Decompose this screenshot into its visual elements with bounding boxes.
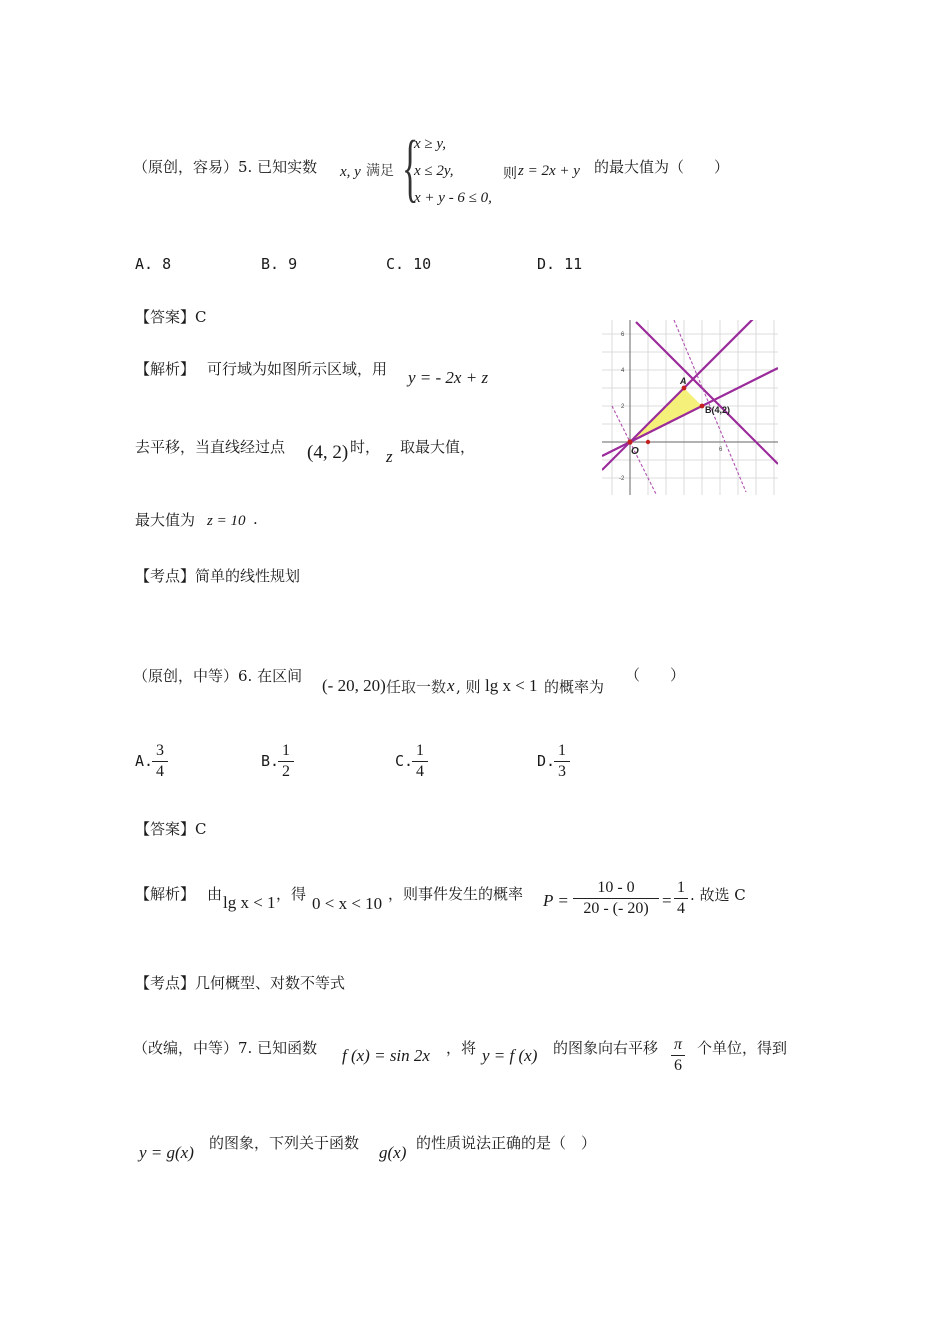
- q5-system-row-1: x ≥ y,: [414, 136, 446, 152]
- q5-option-a: A. 8: [135, 255, 172, 273]
- q5-option-d: D. 11: [537, 255, 583, 273]
- q6-option-a-fraction: 3 4: [152, 742, 168, 781]
- q6-prefix: （原创，中等）6. 在区间: [133, 667, 303, 685]
- q6-analysis-label: 【解析】: [135, 885, 196, 903]
- tick-y-2: 2: [621, 404, 625, 410]
- q5-period: .: [253, 510, 258, 528]
- label-b: B(4,2): [705, 405, 731, 415]
- q5-answer: 【答案】C: [135, 308, 207, 326]
- q5-point: (4, 2): [307, 442, 349, 463]
- q6-interval: (- 20, 20): [322, 676, 386, 695]
- tick-y-6: 6: [621, 332, 625, 338]
- q5-system-row-3: x + y - 6 ≤ 0,: [414, 190, 492, 206]
- q6-condition: lg x < 1: [485, 676, 538, 695]
- q5-analysis-text-3: 时，: [350, 438, 381, 456]
- q5-analysis-text-1: 可行域为如图所示区域，用: [207, 360, 388, 378]
- q6-option-d-label: D.: [537, 752, 556, 770]
- q5-then: 则: [503, 166, 517, 182]
- point-o: [627, 439, 632, 444]
- q5-max-value: z = 10: [207, 513, 246, 529]
- q6-kaodian: 【考点】几何概型、对数不等式: [135, 974, 346, 992]
- q6-option-c-label: C.: [395, 752, 414, 770]
- q6-mid: 任取一数: [386, 678, 447, 696]
- q6-analysis-m2: 0 < x < 10: [312, 894, 383, 913]
- point-x-axis: [646, 440, 650, 444]
- q6-answer: 【答案】C: [135, 820, 207, 838]
- q6-analysis-a2: ，得: [276, 885, 307, 903]
- q7-y-g: y = g(x): [139, 1143, 194, 1162]
- q6-analysis-a3: ，则事件发生的概率: [388, 885, 524, 903]
- q5-analysis-text-5: 最大值为: [135, 511, 196, 529]
- tick-x-6: 6: [719, 447, 723, 453]
- q5-objective: z = 2x + y: [518, 163, 580, 179]
- q7-mid2: 的图象向右平移: [553, 1039, 659, 1057]
- q6-option-c-fraction: 1 4: [412, 742, 428, 781]
- q6-then: , 则: [456, 678, 481, 696]
- q5-suffix: 的最大值为（ ）: [594, 158, 730, 176]
- q5-option-b: B. 9: [261, 255, 298, 273]
- q6-analysis-p: P =: [543, 891, 569, 910]
- q6-analysis-fraction: 10 - 0 20 - (- 20): [573, 879, 659, 918]
- label-a: A: [680, 376, 687, 386]
- q6-option-d-fraction: 1 3: [554, 742, 570, 781]
- q7-f-definition: f (x) = sin 2x: [342, 1046, 430, 1065]
- line-x-plus-y-6: [636, 322, 778, 464]
- q5-analysis-text-2: 去平移，当直线经过点: [135, 438, 286, 456]
- q7-mid1: ，将: [446, 1039, 477, 1057]
- q6-option-b-label: B.: [261, 752, 280, 770]
- line-y-equals-x: [602, 320, 754, 470]
- q6-x: x: [447, 676, 455, 695]
- q6-suffix: 的概率为: [544, 678, 605, 696]
- point-b: [700, 404, 705, 409]
- feasible-region-figure: [602, 320, 778, 495]
- q5-system-row-2: x ≤ 2y,: [414, 163, 454, 179]
- q7-line2a: 的图象，下列关于函数: [209, 1134, 360, 1152]
- q6-analysis-tail: . 故选 C: [690, 886, 746, 904]
- q5-vars: x, y: [340, 164, 361, 180]
- q5-prefix: （原创，容易）5. 已知实数: [133, 158, 318, 176]
- q6-analysis-eq: =: [662, 891, 672, 910]
- q6-analysis-a1: 由: [207, 885, 223, 903]
- q5-analysis-line: y = - 2x + z: [408, 368, 489, 387]
- q6-analysis-m1: lg x < 1: [223, 893, 276, 912]
- tick-y-4: 4: [621, 368, 625, 374]
- point-a: [682, 386, 687, 391]
- q7-g: g(x): [379, 1143, 407, 1162]
- q5-z: z: [386, 447, 393, 466]
- q6-option-b-fraction: 1 2: [278, 742, 294, 781]
- q7-mid3: 个单位，得到: [697, 1039, 788, 1057]
- q5-satisfy: 满足: [366, 163, 394, 179]
- q5-analysis-text-4: 取最大值，: [400, 438, 476, 456]
- tick-y-neg2: -2: [619, 476, 625, 482]
- q5-analysis-label: 【解析】: [135, 360, 196, 378]
- q6-paren: （ ）: [625, 666, 686, 684]
- q5-kaodian: 【考点】简单的线性规划: [135, 567, 301, 585]
- q7-line2b: 的性质说法正确的是（ ）: [416, 1134, 597, 1152]
- label-o: O: [631, 446, 639, 457]
- q7-prefix: （改编，中等）7. 已知函数: [133, 1039, 318, 1057]
- q7-y-f: y = f (x): [482, 1046, 538, 1065]
- q5-system-brace: {: [402, 126, 419, 210]
- q6-option-a-label: A.: [135, 752, 154, 770]
- q6-analysis-result: 1 4: [674, 879, 688, 918]
- q5-option-c: C. 10: [386, 255, 432, 273]
- q7-pi-over-6: π 6: [671, 1036, 685, 1075]
